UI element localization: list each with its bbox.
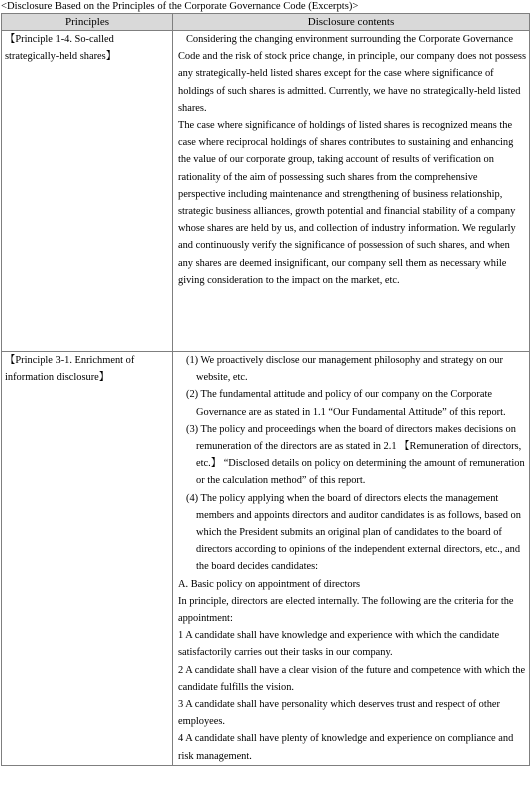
header-principles: Principles bbox=[2, 14, 173, 31]
disclosure-item: (2) The fundamental attitude and policy of our company on the Corporate Governance are as stated in 1.1 “Our Fundamental Attitude” of this report. bbox=[186, 389, 506, 418]
principle-label: 【Principle 3-1. Enrichment of information disclosure】 bbox=[5, 355, 135, 384]
criteria-item: 1 A candidate shall have knowledge and experience with which the candidate satisfactorily carries out their tasks in our company. bbox=[178, 630, 500, 659]
criteria-item: 3 A candidate shall have personality which deserves trust and respect of other employees. bbox=[178, 699, 501, 728]
disclosure-item: (3) The policy and proceedings when the board of directors makes decisions on remuneration of the directors are as stated in 2.1 【Remuneration of directors, etc.】 “Disclosed details on policy on determining the amount of remuneration or the calculation method” of this report. bbox=[186, 423, 525, 487]
principle-label: 【Principle 1-4. So-called strategically-held shares】 bbox=[5, 34, 117, 63]
table-row bbox=[2, 352, 530, 766]
disclosure-item: (1) We proactively disclose our management philosophy and strategy on our website, etc. bbox=[186, 355, 503, 384]
principles-table bbox=[1, 13, 530, 766]
disclosure-paragraph: The case where significance of holdings of listed shares is recognized means the case where reciprocal holdings of shares contributes to sustaining and enhancing the value of our corporate group, taking account of results of verification on rationality of the aim of possessing such shares from the comprehensive perspective including maintenance and strengthening of business relationship, strategic business alliances, growth potential and financial stability of a company whose shares are held by us, and collection of industry information. We regularly and continuously verify the significance of possession of such shares, and when any shares are deemed insignificant, our company sell them as necessary while giving consideration to the impact on the market, etc. bbox=[178, 120, 516, 286]
disclosure-paragraph: In principle, directors are elected internally. The following are the criteria for the appointment: bbox=[178, 595, 514, 625]
disclosure-subheading: A. Basic policy on appointment of directors bbox=[178, 578, 361, 590]
table-header-row bbox=[2, 14, 530, 31]
table-row bbox=[2, 31, 530, 352]
disclosure-cell bbox=[173, 352, 530, 766]
criteria-item: 2 A candidate shall have a clear vision of the future and competence with which the candidate fulfills the vision. bbox=[178, 664, 526, 693]
disclosure-paragraph: Considering the changing environment surrounding the Corporate Governance Code and the risk of stock price change, in principle, our company does not possess any strategically-held listed shares except for the case where significance of holdings of such shares is admitted. Currently, we have no strategically-held listed shares. bbox=[178, 34, 527, 114]
header-disclosure-contents: Disclosure contents bbox=[173, 14, 530, 31]
principle-cell bbox=[2, 31, 173, 352]
criteria-item: 4 A candidate shall have plenty of knowledge and experience on compliance and risk management. bbox=[178, 733, 514, 762]
disclosure-cell bbox=[173, 31, 530, 352]
principle-cell bbox=[2, 352, 173, 766]
document-caption: <Disclosure Based on the Principles of the Corporate Governance Code (Excerpts)> bbox=[1, 1, 359, 12]
disclosure-item: (4) The policy applying when the board of directors elects the management members and appoints directors and auditor candidates is as follows, based on which the President submits an original plan of candidates to the board of directors according to opinions of the independent external directors, etc., and the board decides candidates: bbox=[186, 492, 521, 573]
